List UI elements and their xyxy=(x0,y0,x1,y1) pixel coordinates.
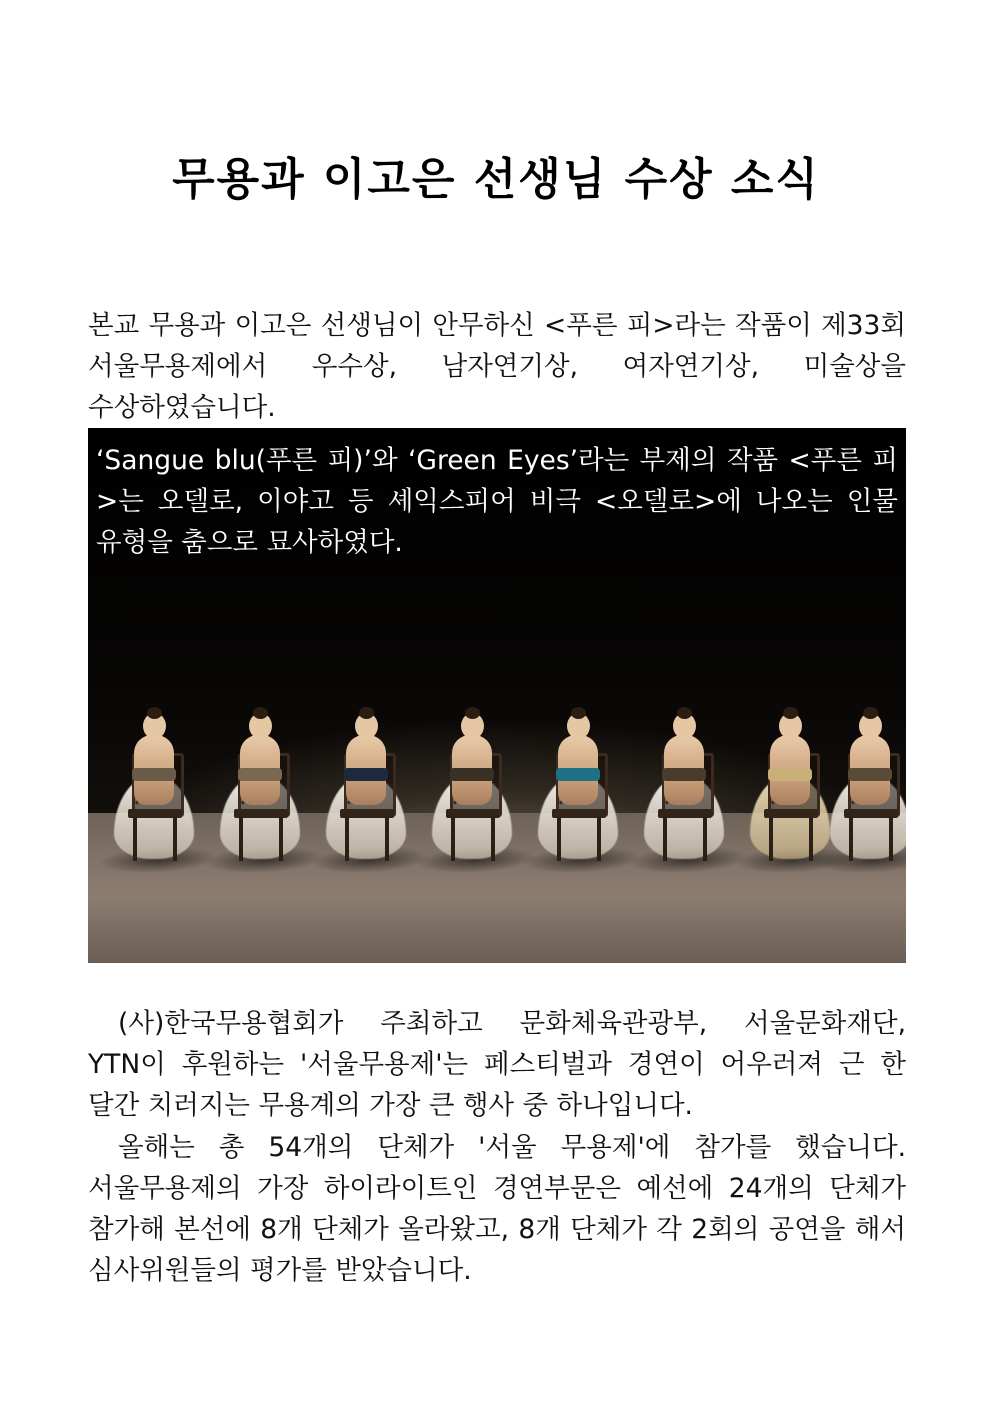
paragraph-festival-info: (사)한국무용협회가 주최하고 문화체육관광부, 서울문화재단, YTN이 후원하는 '서울무용제'는 페스티벌과 경연이 어우러져 근 한 달간 치러지는 무용계의 가장 큰 행사 중 하나입니다. xyxy=(88,1007,906,1121)
chair-leg xyxy=(663,817,667,861)
chair-leg xyxy=(345,817,349,861)
paragraph-competition-info: 올해는 총 54개의 단체가 '서울 무용제'에 참가를 했습니다. 서울무용제의 가장 하이라이트인 경연부문은 예선에 24개의 단체가 참가해 본선에 8개 단체가 올라왔고, 8개 단체가 각 2회의 공연을 해서 심사위원들의 평가를 받았습니다. xyxy=(88,1131,906,1286)
dancer-sash xyxy=(556,768,600,781)
paragraph-intro: 본교 무용과 이고은 선생님이 안무하신 <푸른 피>라는 작품이 제33회 서울무용제에서 우수상, 남자연기상, 여자연기상, 미술상을 수상하였습니다. xyxy=(88,309,906,423)
chair-leg xyxy=(889,817,893,861)
chair-leg xyxy=(239,817,243,861)
chair-leg xyxy=(597,817,601,861)
chair-leg xyxy=(491,817,495,861)
performance-photo xyxy=(88,428,906,963)
dancer-hair-bun xyxy=(253,707,268,719)
chair-leg xyxy=(451,817,455,861)
dancer-hair-bun xyxy=(783,707,798,719)
dancer-hair-bun xyxy=(677,707,692,719)
dancer-figure xyxy=(536,652,620,867)
dancer-figure xyxy=(112,652,196,867)
dancer-figure xyxy=(218,652,302,867)
dancer-sash xyxy=(662,768,706,781)
dancer-figure xyxy=(324,652,408,867)
dancer-hair-bun xyxy=(359,707,374,719)
chair-leg xyxy=(385,817,389,861)
chair-leg xyxy=(769,817,773,861)
chair-leg xyxy=(279,817,283,861)
chair-leg xyxy=(557,817,561,861)
chair-leg xyxy=(173,817,177,861)
dancer-sash xyxy=(768,768,812,781)
chair-leg xyxy=(809,817,813,861)
dancer-sash xyxy=(450,768,494,781)
dancer-row xyxy=(88,637,906,867)
dancer-figure xyxy=(642,652,726,867)
dancer-hair-bun xyxy=(571,707,586,719)
dancer-hair-bun xyxy=(863,707,878,719)
dancer-figure xyxy=(748,652,832,867)
dancer-figure xyxy=(430,652,514,867)
dancer-sash xyxy=(132,768,176,781)
dancer-hair-bun xyxy=(147,707,162,719)
dancer-sash xyxy=(238,768,282,781)
photo-overlay-caption: ‘Sangue blu(푸른 피)’와 ‘Green Eyes’라는 부제의 작품 <푸른 피>는 오델로, 이야고 등 셰익스피어 비극 <오델로>에 나오는 인물 유형을 춤으로 묘사하였다. xyxy=(96,445,898,558)
dancer-figure xyxy=(828,652,906,867)
dancer-hair-bun xyxy=(465,707,480,719)
dancer-sash xyxy=(344,768,388,781)
dancer-sash xyxy=(848,768,892,781)
chair-leg xyxy=(133,817,137,861)
chair-leg xyxy=(703,817,707,861)
page-title: 무용과 이고은 선생님 수상 소식 xyxy=(172,154,820,206)
chair-leg xyxy=(849,817,853,861)
